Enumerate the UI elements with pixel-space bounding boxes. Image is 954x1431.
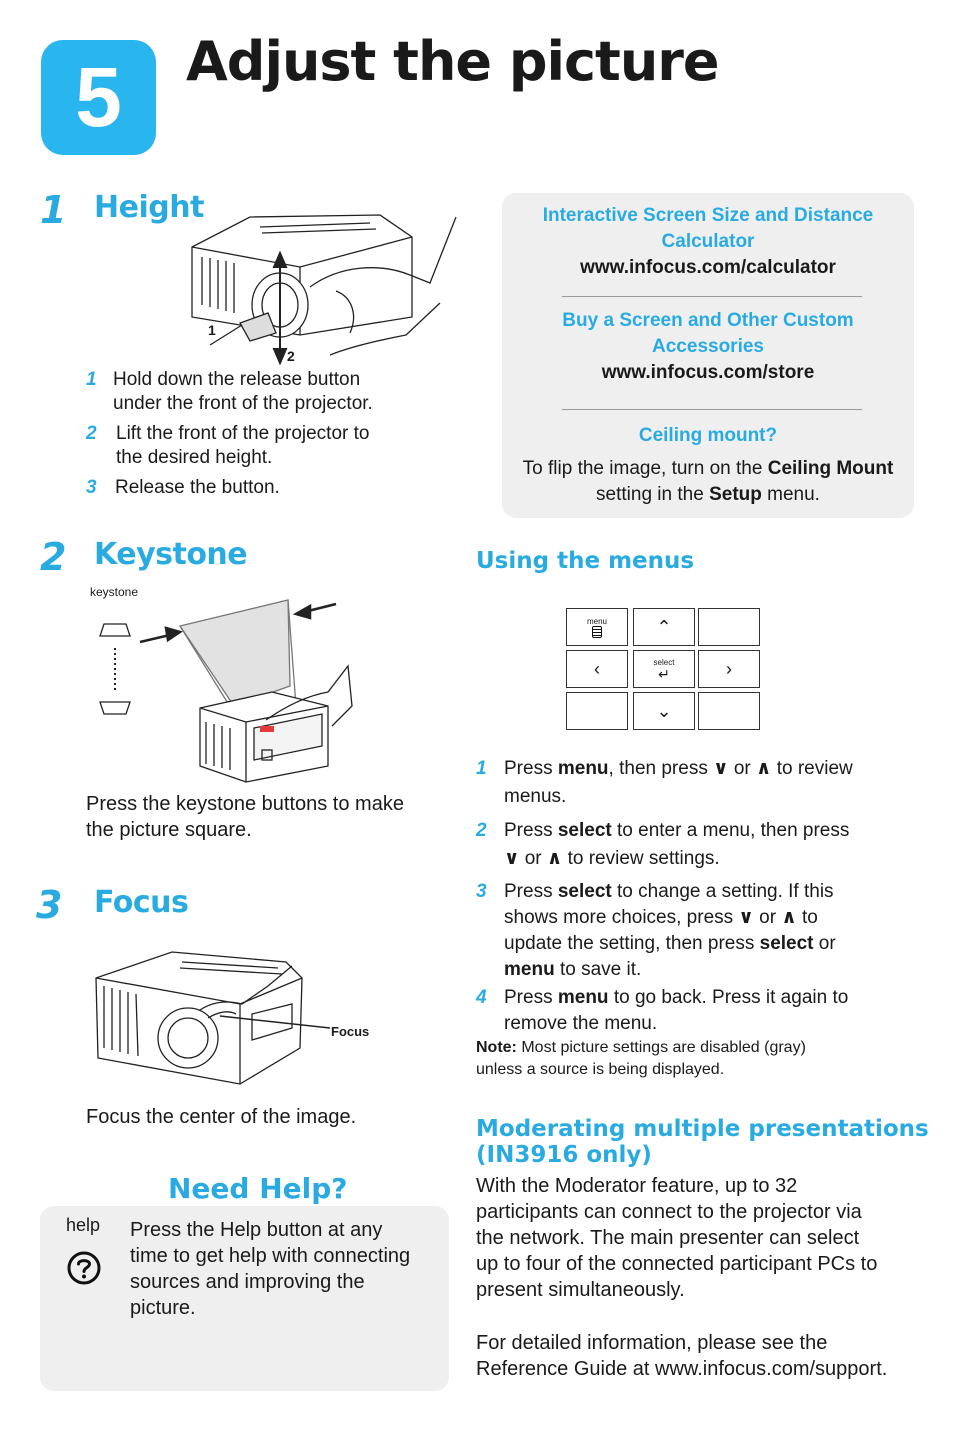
list-item — [86, 476, 446, 502]
list-item-text: Release the button. — [115, 477, 280, 498]
text-run: or — [519, 848, 547, 869]
key-name: menu — [504, 959, 555, 980]
blank-key — [698, 692, 760, 730]
section-number-height: 1 — [40, 188, 67, 232]
menu-key — [566, 608, 628, 646]
text-run: Most picture settings are disabled (gray) — [516, 1039, 806, 1056]
text-line: Interactive Screen Size and Distance — [542, 205, 874, 226]
text-line: present simultaneously. — [476, 1279, 685, 1301]
section-title-focus: Focus — [94, 885, 189, 920]
chevron-up-icon: ∧ — [546, 848, 563, 869]
keystone-illustration — [96, 596, 356, 786]
projector-height-illustration — [180, 205, 460, 365]
text-run: shows more choices, press — [504, 907, 739, 928]
text-run: menu. — [761, 484, 820, 505]
menu-step-4 — [476, 985, 916, 1037]
keystone-instructions — [86, 791, 404, 843]
chevron-right-icon: › — [726, 658, 732, 679]
setting-name: Mount — [836, 458, 894, 479]
list-item — [86, 368, 446, 418]
text-line: Reference Guide at www.infocus.com/support. — [476, 1358, 888, 1380]
text-line: sources and improving the — [130, 1271, 365, 1293]
list-item-number: 1 — [86, 369, 97, 390]
menus-note — [476, 1037, 806, 1081]
enter-icon: ↵ — [658, 665, 670, 682]
menus-heading: Using the menus — [476, 548, 695, 574]
info-box — [502, 193, 914, 518]
text-run: to change a setting. If this — [611, 881, 834, 902]
note-label: Note: — [476, 1039, 517, 1056]
menu-step-1 — [476, 756, 916, 810]
blank-key — [566, 692, 628, 730]
text-line: time to get help with connecting — [130, 1245, 411, 1267]
text-run: to review — [771, 758, 853, 779]
moderator-heading — [476, 1116, 929, 1168]
setting-name: Ceiling — [767, 458, 832, 479]
text-run: to — [796, 907, 818, 928]
text-line: participants can connect to the projector via — [476, 1201, 862, 1223]
key-label: select — [653, 657, 675, 667]
section-title-keystone: Keystone — [94, 537, 248, 572]
text-run: to go back. Press it again to — [608, 987, 849, 1008]
down-key — [633, 692, 695, 730]
blank-key — [698, 608, 760, 646]
focus-diagram-label: Focus — [331, 1024, 370, 1039]
moderator-description — [476, 1173, 926, 1382]
menu-step-3 — [476, 879, 916, 983]
help-button-label: help — [66, 1215, 101, 1235]
text-run: Press — [504, 758, 558, 779]
ceiling-mount-heading: Ceiling mount? — [638, 425, 778, 446]
up-key — [633, 608, 695, 646]
section-number-keystone: 2 — [40, 535, 67, 579]
text-run: or — [728, 758, 756, 779]
text-line: menus. — [504, 786, 567, 807]
text-run: to review settings. — [562, 848, 720, 869]
text-line: With the Moderator feature, up to 32 — [476, 1175, 798, 1197]
text-run: To flip the image, turn on the — [522, 458, 768, 479]
section-number-focus: 3 — [36, 883, 63, 927]
keypad-diagram — [566, 608, 762, 730]
chevron-down-icon: ⌄ — [656, 700, 672, 721]
key-name: menu — [557, 758, 609, 779]
ceiling-mount-text — [522, 456, 894, 508]
menu-step-2 — [476, 818, 916, 872]
focus-instructions: Focus the center of the image. — [86, 1106, 357, 1128]
divider — [562, 409, 862, 410]
chevron-up-icon: ∧ — [781, 907, 797, 928]
text-line: Accessories — [652, 336, 764, 357]
text-line: Moderating multiple presentations — [476, 1116, 929, 1142]
text-line: Press the Help button at any — [130, 1219, 383, 1241]
projector-focus-illustration — [92, 948, 332, 1088]
text-run: to save it. — [554, 959, 642, 980]
text-line: Buy a Screen and Other Custom — [562, 310, 854, 331]
step-number-badge: 5 — [41, 40, 156, 155]
text-run: to enter a menu, then press — [611, 820, 850, 841]
text-line: the network. The main presenter can select — [476, 1227, 860, 1249]
chevron-up-icon: ⌃ — [656, 616, 672, 637]
key-name: menu — [557, 987, 609, 1008]
help-heading: Need Help? — [168, 1172, 348, 1205]
list-item-number: 2 — [86, 423, 97, 444]
left-key — [566, 650, 628, 688]
chevron-down-icon: ∨ — [738, 907, 754, 928]
calculator-url: www.infocus.com/calculator — [580, 257, 836, 278]
store-heading — [502, 308, 914, 360]
list-item-text — [113, 368, 373, 416]
text-line: (IN3916 only) — [476, 1142, 652, 1168]
text-line: Hold down the release button — [113, 369, 361, 390]
list-item-number: 1 — [476, 758, 487, 779]
menu-list-icon — [592, 626, 602, 638]
help-text — [130, 1217, 410, 1321]
text-line: picture. — [130, 1297, 196, 1319]
right-key — [698, 650, 760, 688]
chevron-left-icon: ‹ — [594, 658, 600, 679]
text-line: up to four of the connected participant PCs to — [476, 1253, 878, 1275]
list-item-number: 4 — [476, 987, 487, 1008]
list-item-number: 2 — [476, 820, 487, 841]
key-label: menu — [586, 616, 607, 626]
text-line: remove the menu. — [504, 1013, 658, 1034]
text-line: under the front of the projector. — [113, 393, 373, 414]
text-line: the desired height. — [116, 447, 273, 468]
text-line: the picture square. — [86, 819, 252, 841]
help-question-icon — [66, 1250, 102, 1286]
divider — [562, 296, 862, 297]
list-item-text — [116, 422, 369, 470]
text-line: Calculator — [661, 231, 755, 252]
text-run: Press — [504, 820, 558, 841]
text-run: , then press — [608, 758, 714, 779]
text-line: Press the keystone buttons to make — [86, 793, 404, 815]
height-diagram-label-1: 1 — [208, 322, 216, 338]
key-name: select — [557, 881, 612, 902]
text-run: or — [813, 933, 836, 954]
calculator-heading — [502, 203, 914, 255]
chevron-up-icon: ∧ — [756, 758, 772, 779]
text-line: Lift the front of the projector to — [116, 423, 370, 444]
chevron-down-icon: ∨ — [713, 758, 729, 779]
height-steps — [86, 368, 446, 502]
menu-name: Setup — [709, 484, 762, 505]
list-item — [86, 422, 446, 476]
chevron-down-icon: ∨ — [504, 848, 520, 869]
text-run: or — [753, 907, 782, 928]
select-key — [633, 650, 695, 688]
list-item-number: 3 — [86, 477, 97, 498]
text-line: unless a source is being displayed. — [476, 1061, 725, 1078]
text-run: Press — [504, 881, 558, 902]
height-diagram-label-2: 2 — [287, 348, 295, 364]
text-run: update the setting, then press — [504, 933, 760, 954]
text-line: For detailed information, please see the — [476, 1332, 828, 1354]
text-run: Press — [504, 987, 558, 1008]
text-run: setting in the — [596, 484, 710, 505]
page-title: Adjust the picture — [186, 30, 719, 93]
list-item-number: 3 — [476, 881, 487, 902]
section-title-height: Height — [94, 190, 204, 225]
key-name: select — [557, 820, 612, 841]
keystone-diagram-label: keystone — [90, 585, 139, 599]
store-url: www.infocus.com/store — [601, 362, 815, 383]
key-name: select — [759, 933, 814, 954]
